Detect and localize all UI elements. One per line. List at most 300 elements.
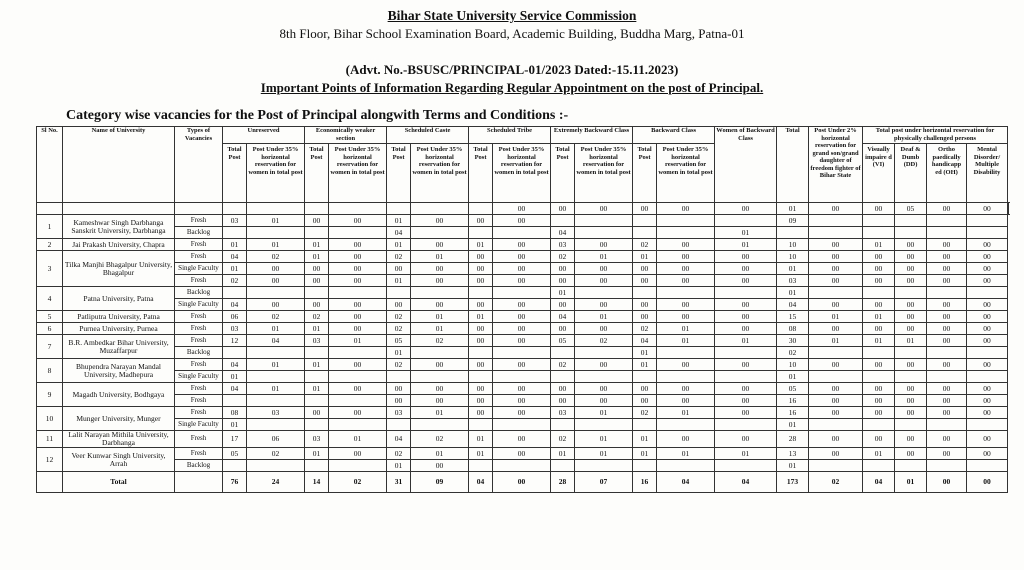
table-cell: 00 [633,203,657,215]
table-cell: 00 [895,448,927,460]
table-cell [329,371,387,383]
table-cell [715,460,777,472]
table-cell: 00 [329,407,387,419]
table-cell: 00 [927,395,967,407]
sub-deaf-dumb: Deaf & Dumb (DD) [895,144,927,203]
table-cell: 01 [411,323,469,335]
table-cell: 01 [863,335,895,347]
table-cell: 01 [575,407,633,419]
total-cell: 02 [329,472,387,493]
col-sl: Sl No. [37,127,63,203]
col-total: Total [777,127,809,203]
table-cell: 00 [927,299,967,311]
table-cell: 00 [305,275,329,287]
table-cell: 02 [223,275,247,287]
table-cell: 00 [895,407,927,419]
table-cell [809,287,863,299]
table-cell: 03 [551,239,575,251]
table-cell: 01 [387,215,411,227]
table-row [37,299,1009,311]
table-cell: 00 [967,263,1008,275]
table-cell [863,227,895,239]
table-cell [411,419,469,431]
table-cell [633,227,657,239]
table-cell [927,460,967,472]
table-cell [469,419,493,431]
table-cell: 01 [777,287,809,299]
table-cell: 01 [469,311,493,323]
table-cell: 01 [411,251,469,263]
table-cell: 00 [329,359,387,371]
table-cell: 00 [863,299,895,311]
table-cell [329,227,387,239]
table-cell: 00 [387,299,411,311]
table-cell: 00 [411,215,469,227]
table-cell: 00 [809,275,863,287]
table-cell: 02 [247,251,305,263]
table-cell: 00 [657,395,715,407]
table-cell: 00 [493,448,551,460]
table-cell: 01 [575,311,633,323]
table-cell: 00 [411,460,469,472]
table-cell: 01 [247,383,305,395]
table-cell [551,419,575,431]
table-cell [175,203,223,215]
table-cell: 00 [493,311,551,323]
table-cell: 00 [927,239,967,251]
table-cell [863,371,895,383]
table-cell: 00 [657,251,715,263]
table-cell: 12 [223,335,247,347]
table-cell: 00 [657,383,715,395]
table-cell: 00 [575,239,633,251]
table-cell: 00 [895,311,927,323]
table-cell: 00 [809,203,863,215]
table-cell: 09 [777,215,809,227]
sub-total-post: Total Post [469,144,493,203]
table-cell: 00 [551,275,575,287]
total-cell: 01 [895,472,927,493]
table-cell: 02 [633,407,657,419]
table-cell: 01 [305,448,329,460]
table-cell: 02 [247,448,305,460]
table-cell [633,460,657,472]
university-cell: Veer Kunwar Singh University, Arrah [63,448,175,472]
total-type-cell [175,472,223,493]
table-cell: 00 [411,395,469,407]
table-cell [469,460,493,472]
table-cell: 00 [411,299,469,311]
total-cell: 09 [411,472,469,493]
table-cell: 03 [305,335,329,347]
table-cell: 01 [809,311,863,323]
table-cell: 00 [967,407,1008,419]
table-cell: 00 [633,275,657,287]
table-cell [927,371,967,383]
vacancy-type-cell: Fresh [175,359,223,371]
table-cell: 00 [633,383,657,395]
table-cell [633,419,657,431]
table-cell: 06 [247,431,305,448]
table-cell: 00 [657,203,715,215]
table-row [37,347,1009,359]
table-row [37,227,1009,239]
table-row [37,239,1009,251]
vacancy-type-cell: Fresh [175,448,223,460]
table-cell: 00 [633,395,657,407]
table-cell: 00 [927,431,967,448]
table-cell [469,371,493,383]
table-cell: 00 [411,239,469,251]
table-cell: 00 [551,263,575,275]
table-cell: 02 [551,251,575,263]
table-row [37,275,1009,287]
table-cell: 00 [809,251,863,263]
table-cell: 00 [657,263,715,275]
table-cell [469,227,493,239]
table-cell: 00 [895,395,927,407]
table-cell: 01 [329,431,387,448]
table-cell: 01 [809,335,863,347]
table-cell: 01 [411,448,469,460]
table-cell: 00 [715,359,777,371]
table-row [37,251,1009,263]
table-cell: 00 [967,239,1008,251]
freedom-detail: horizontal reservation for grand son/grand daughter of freedom fighter of Bihar State [810,134,861,179]
table-cell: 00 [967,323,1008,335]
table-cell: 02 [387,311,411,323]
table-cell: 00 [411,263,469,275]
table-cell [657,460,715,472]
sub-total-post: Total Post [305,144,329,203]
table-cell: 00 [895,359,927,371]
sub-total-post: Total Post [223,144,247,203]
university-cell: Patliputra University, Patna [63,311,175,323]
table-cell: 00 [493,359,551,371]
table-cell: 00 [493,383,551,395]
table-cell [247,395,305,407]
table-cell: 00 [469,299,493,311]
table-cell: 15 [777,311,809,323]
vacancy-type-cell: Fresh [175,383,223,395]
table-cell [895,347,927,359]
table-cell [329,287,387,299]
table-row [37,287,1009,299]
table-cell: 00 [575,395,633,407]
table-cell: 00 [715,251,777,263]
table-cell: 00 [863,251,895,263]
sl-cell: 8 [37,359,63,383]
table-cell: 08 [223,407,247,419]
sub-post-under: Post Under 35% horizontal reservation for women in total post [329,144,387,203]
table-cell: 02 [777,347,809,359]
col-bc: Backward Class [633,127,715,144]
table-cell: 01 [657,448,715,460]
table-cell [657,287,715,299]
table-cell: 01 [387,239,411,251]
table-cell: 00 [411,383,469,395]
table-cell [387,287,411,299]
table-cell: 01 [715,227,777,239]
table-cell: 00 [329,299,387,311]
table-cell [223,203,247,215]
vacancy-type-cell: Fresh [175,275,223,287]
table-cell [247,203,305,215]
col-freedom-fighter [809,127,863,203]
table-cell: 04 [247,335,305,347]
table-cell: 01 [575,431,633,448]
table-cell: 01 [469,431,493,448]
table-cell: 00 [247,299,305,311]
table-cell [575,227,633,239]
table-cell: 01 [551,448,575,460]
vacancy-type-cell: Fresh [175,323,223,335]
table-cell: 01 [863,448,895,460]
table-cell: 00 [809,239,863,251]
table-cell: 05 [551,335,575,347]
table-cell: 02 [633,239,657,251]
table-cell: 00 [493,395,551,407]
table-cell: 01 [715,335,777,347]
category-heading: Category wise vacancies for the Post of Principal alongwith Terms and Conditions :- [66,108,569,123]
table-cell: 00 [715,299,777,311]
vacancy-type-cell: Fresh [175,239,223,251]
table-cell: 00 [633,299,657,311]
table-cell: 00 [967,359,1008,371]
table-cell: 00 [493,431,551,448]
table-cell: 00 [493,275,551,287]
table-cell: 00 [329,275,387,287]
table-cell [329,460,387,472]
table-cell: 00 [469,335,493,347]
sub-mental-disorder: Mental Disorder/ Multiple Disability [967,144,1008,203]
university-cell: Lalit Narayan Mithila University, Darbhanga [63,431,175,448]
table-cell: 04 [387,227,411,239]
sub-visually-impaired: Visually impaire d (VI) [863,144,895,203]
table-cell: 00 [863,263,895,275]
table-cell: 00 [411,275,469,287]
table-cell: 00 [551,323,575,335]
sl-cell: 12 [37,448,63,472]
table-cell [967,215,1008,227]
table-cell: 00 [927,263,967,275]
table-cell: 00 [967,431,1008,448]
table-cell: 00 [715,407,777,419]
table-cell: 01 [863,311,895,323]
org-title: Bihar State University Service Commission [387,8,637,23]
table-cell: 00 [575,359,633,371]
table-cell [863,460,895,472]
total-cell: 76 [223,472,247,493]
table-cell [305,347,329,359]
table-cell: 01 [223,263,247,275]
sub-post-under: Post Under 35% horizontal reservation for women in total post [247,144,305,203]
table-cell: 01 [633,359,657,371]
table-cell: 01 [223,239,247,251]
table-cell: 00 [329,383,387,395]
table-cell: 00 [895,239,927,251]
table-cell [809,371,863,383]
table-cell [575,371,633,383]
table-cell: 00 [715,431,777,448]
table-row [37,431,1009,448]
sub-post-under: Post Under 35% horizontal reservation for women in total post [575,144,633,203]
table-cell [305,371,329,383]
table-cell: 02 [305,311,329,323]
vacancy-type-cell: Single Faculty [175,263,223,275]
table-cell [863,215,895,227]
table-cell: 00 [469,323,493,335]
table-cell [387,203,411,215]
table-cell: 00 [895,323,927,335]
table-cell: 04 [777,299,809,311]
table-cell [411,371,469,383]
sl-cell: 4 [37,287,63,311]
table-cell: 01 [575,251,633,263]
table-cell [493,371,551,383]
total-cell: 04 [469,472,493,493]
table-cell: 00 [895,431,927,448]
university-cell: Patna University, Patna [63,287,175,311]
vacancy-type-cell: Backlog [175,287,223,299]
table-cell [575,347,633,359]
table-cell: 00 [469,275,493,287]
table-cell: 00 [329,448,387,460]
total-cell: 00 [493,472,551,493]
university-cell: Magadh University, Bodhgaya [63,383,175,407]
table-cell [715,287,777,299]
table-cell [809,347,863,359]
table-cell: 01 [305,251,329,263]
table-cell: 00 [469,383,493,395]
table-cell: 04 [223,383,247,395]
table-cell [895,460,927,472]
table-cell: 00 [575,323,633,335]
table-cell [927,215,967,227]
table-cell: 01 [551,287,575,299]
table-row [37,407,1009,419]
table-cell: 00 [633,311,657,323]
table-cell [305,460,329,472]
table-cell: 01 [777,371,809,383]
table-cell: 00 [809,383,863,395]
table-cell [715,215,777,227]
table-cell [575,460,633,472]
sub-total-post: Total Post [633,144,657,203]
table-cell: 01 [247,323,305,335]
table-cell: 30 [777,335,809,347]
table-cell: 00 [895,263,927,275]
vacancy-table-body [37,203,1009,493]
table-row [37,323,1009,335]
table-cell: 00 [305,215,329,227]
table-cell: 00 [927,203,967,215]
table-cell: 00 [863,203,895,215]
total-cell: 04 [657,472,715,493]
table-cell: 00 [809,395,863,407]
table-cell: 02 [387,448,411,460]
table-cell: 00 [715,263,777,275]
table-cell [927,227,967,239]
table-cell [777,227,809,239]
table-cell: 01 [387,460,411,472]
vacancy-table [36,126,1009,493]
sl-cell: 7 [37,335,63,359]
table-cell [247,347,305,359]
table-cell: 04 [223,299,247,311]
table-cell: 03 [387,407,411,419]
table-cell: 01 [305,383,329,395]
table-cell: 00 [809,323,863,335]
table-cell: 01 [777,203,809,215]
table-cell: 01 [469,448,493,460]
table-cell [329,419,387,431]
table-cell [967,460,1008,472]
col-st: Scheduled Tribe [469,127,551,144]
table-cell [809,460,863,472]
table-cell: 03 [223,215,247,227]
table-cell: 00 [927,323,967,335]
table-cell: 00 [715,275,777,287]
table-cell: 04 [223,251,247,263]
table-cell: 02 [575,335,633,347]
table-cell: 00 [469,407,493,419]
table-cell [247,419,305,431]
table-cell: 00 [493,263,551,275]
sl-cell: 11 [37,431,63,448]
table-cell: 01 [411,407,469,419]
total-cell: 00 [967,472,1008,493]
table-cell: 01 [305,239,329,251]
table-cell [715,371,777,383]
table-cell: 05 [387,335,411,347]
table-cell: 01 [715,239,777,251]
table-cell: 00 [247,263,305,275]
total-cell: 04 [715,472,777,493]
table-cell: 02 [247,311,305,323]
table-cell: 00 [469,251,493,263]
table-cell [657,419,715,431]
table-cell: 00 [715,311,777,323]
table-cell: 00 [387,263,411,275]
table-cell: 00 [657,359,715,371]
table-cell [633,371,657,383]
table-cell: 01 [329,335,387,347]
table-cell: 00 [927,335,967,347]
table-cell [927,419,967,431]
table-cell: 00 [493,239,551,251]
table-cell: 00 [715,383,777,395]
advertisement-number: (Advt. No.-BSUSC/PRINCIPAL-01/2023 Dated:-15.11.2023) [345,62,679,77]
table-cell: 00 [967,251,1008,263]
table-cell: 00 [551,383,575,395]
sub-ortho-handicapped: Ortho paedically handicapp ed (OH) [927,144,967,203]
table-cell [247,460,305,472]
table-row [37,460,1009,472]
table-cell: 04 [633,335,657,347]
table-row [37,263,1009,275]
table-row [37,448,1009,460]
vacancy-type-cell: Backlog [175,347,223,359]
table-cell: 13 [777,448,809,460]
table-cell [967,419,1008,431]
table-cell: 00 [247,275,305,287]
col-ews: Economically weaker section [305,127,387,144]
table-cell: 00 [863,359,895,371]
table-cell [411,347,469,359]
table-cell: 03 [777,275,809,287]
table-cell [305,203,329,215]
